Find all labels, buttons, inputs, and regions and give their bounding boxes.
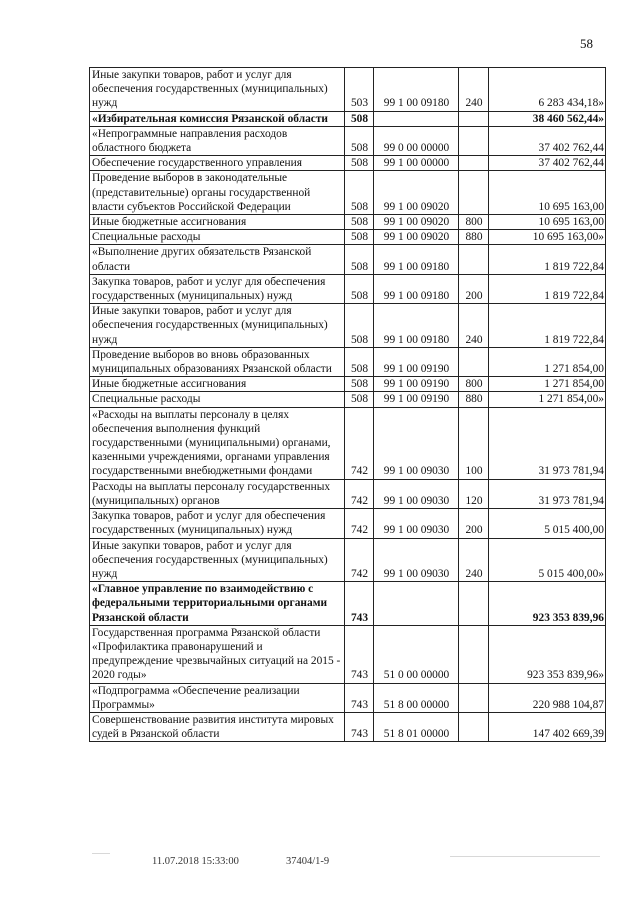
row-code-cell: 503 xyxy=(345,68,374,112)
row-expense-type-cell xyxy=(459,245,489,274)
table-row xyxy=(90,509,606,538)
row-expense-type-cell xyxy=(459,683,489,712)
row-target-article-cell: 51 0 00 00000 xyxy=(374,625,459,683)
table-row xyxy=(90,683,606,712)
row-sum-cell: 1 271 854,00» xyxy=(489,392,606,407)
row-name-cell: Иные закупки товаров, работ и услуг для обеспечения государственных (муниципальных) нужд xyxy=(90,68,345,112)
row-sum-cell: 1 271 854,00 xyxy=(489,377,606,392)
row-expense-type-cell xyxy=(459,625,489,683)
row-target-article-cell: 99 1 00 09030 xyxy=(374,509,459,538)
row-code-cell: 508 xyxy=(345,304,374,348)
row-code-cell: 742 xyxy=(345,407,374,479)
footer-datetime: 11.07.2018 15:33:00 xyxy=(152,856,239,867)
table-row xyxy=(90,582,606,626)
row-expense-type-cell: 800 xyxy=(459,377,489,392)
budget-table xyxy=(89,67,606,742)
row-target-article-cell: 99 1 00 09030 xyxy=(374,479,459,508)
row-sum-cell: 10 695 163,00 xyxy=(489,215,606,230)
row-sum-cell: 31 973 781,94 xyxy=(489,407,606,479)
row-expense-type-cell: 240 xyxy=(459,538,489,582)
row-target-article-cell: 99 1 00 09180 xyxy=(374,68,459,112)
row-expense-type-cell: 120 xyxy=(459,479,489,508)
row-code-cell: 743 xyxy=(345,582,374,626)
row-sum-cell: 220 988 104,87 xyxy=(489,683,606,712)
row-sum-cell: 38 460 562,44» xyxy=(489,111,606,126)
table-row xyxy=(90,479,606,508)
row-sum-cell: 31 973 781,94 xyxy=(489,479,606,508)
row-sum-cell: 6 283 434,18» xyxy=(489,68,606,112)
footer-doc-number: 37404/1-9 xyxy=(286,856,330,867)
row-code-cell: 508 xyxy=(345,245,374,274)
row-code-cell: 508 xyxy=(345,347,374,376)
row-expense-type-cell: 880 xyxy=(459,230,489,245)
row-target-article-cell: 99 1 00 09020 xyxy=(374,171,459,215)
row-sum-cell: 10 695 163,00» xyxy=(489,230,606,245)
row-target-article-cell: 99 1 00 09030 xyxy=(374,538,459,582)
table-row xyxy=(90,111,606,126)
row-target-article-cell: 99 0 00 00000 xyxy=(374,126,459,155)
row-expense-type-cell: 200 xyxy=(459,509,489,538)
row-target-article-cell: 99 1 00 09180 xyxy=(374,304,459,348)
row-name-cell: «Избирательная комиссия Рязанской области xyxy=(90,111,345,126)
row-code-cell: 508 xyxy=(345,274,374,303)
table-row xyxy=(90,215,606,230)
row-expense-type-cell xyxy=(459,582,489,626)
row-code-cell: 743 xyxy=(345,625,374,683)
table-row xyxy=(90,625,606,683)
row-code-cell: 742 xyxy=(345,538,374,582)
row-code-cell: 508 xyxy=(345,392,374,407)
row-name-cell: Иные закупки товаров, работ и услуг для обеспечения государственных (муниципальных) нужд xyxy=(90,538,345,582)
row-sum-cell: 1 819 722,84 xyxy=(489,245,606,274)
row-code-cell: 743 xyxy=(345,712,374,741)
row-name-cell: Иные бюджетные ассигнования xyxy=(90,377,345,392)
row-name-cell: Обеспечение государственного управления xyxy=(90,156,345,171)
row-target-article-cell xyxy=(374,582,459,626)
row-name-cell: «Расходы на выплаты персоналу в целях обеспечения выполнения функций государственными (муниципальными) органами, казенными учреждениями, органами управления государственными внебюджетными фондами xyxy=(90,407,345,479)
budget-table-body xyxy=(90,68,606,742)
table-row xyxy=(90,392,606,407)
table-row xyxy=(90,126,606,155)
row-target-article-cell: 99 1 00 09190 xyxy=(374,377,459,392)
table-row xyxy=(90,68,606,112)
row-sum-cell: 147 402 669,39 xyxy=(489,712,606,741)
row-target-article-cell: 99 1 00 09020 xyxy=(374,230,459,245)
row-expense-type-cell xyxy=(459,156,489,171)
row-expense-type-cell xyxy=(459,347,489,376)
row-sum-cell: 5 015 400,00 xyxy=(489,509,606,538)
table-row xyxy=(90,712,606,741)
row-target-article-cell: 51 8 00 00000 xyxy=(374,683,459,712)
row-name-cell: Специальные расходы xyxy=(90,230,345,245)
row-target-article-cell: 99 1 00 09030 xyxy=(374,407,459,479)
table-row xyxy=(90,377,606,392)
row-code-cell: 508 xyxy=(345,230,374,245)
table-row xyxy=(90,304,606,348)
table-row xyxy=(90,274,606,303)
row-sum-cell: 37 402 762,44 xyxy=(489,126,606,155)
row-name-cell: Проведение выборов во вновь образованных муниципальных образованиях Рязанской области xyxy=(90,347,345,376)
row-sum-cell: 10 695 163,00 xyxy=(489,171,606,215)
row-name-cell: Закупка товаров, работ и услуг для обеспечения государственных (муниципальных) нужд xyxy=(90,509,345,538)
row-sum-cell: 1 271 854,00 xyxy=(489,347,606,376)
row-target-article-cell: 99 1 00 09020 xyxy=(374,215,459,230)
table-row xyxy=(90,245,606,274)
row-target-article-cell: 99 1 00 09180 xyxy=(374,245,459,274)
row-target-article-cell xyxy=(374,111,459,126)
row-code-cell: 508 xyxy=(345,126,374,155)
row-name-cell: Иные закупки товаров, работ и услуг для обеспечения государственных (муниципальных) нужд xyxy=(90,304,345,348)
row-name-cell: Иные бюджетные ассигнования xyxy=(90,215,345,230)
table-row xyxy=(90,407,606,479)
table-row xyxy=(90,347,606,376)
row-code-cell: 742 xyxy=(345,479,374,508)
row-code-cell: 508 xyxy=(345,111,374,126)
row-sum-cell: 923 353 839,96 xyxy=(489,582,606,626)
row-target-article-cell: 99 1 00 00000 xyxy=(374,156,459,171)
table-row xyxy=(90,538,606,582)
row-name-cell: Закупка товаров, работ и услуг для обеспечения государственных (муниципальных) нужд xyxy=(90,274,345,303)
row-target-article-cell: 51 8 01 00000 xyxy=(374,712,459,741)
row-expense-type-cell: 800 xyxy=(459,215,489,230)
row-name-cell: Специальные расходы xyxy=(90,392,345,407)
row-sum-cell: 1 819 722,84 xyxy=(489,304,606,348)
row-name-cell: «Главное управление по взаимодействию с федеральными территориальными органами Рязанской области xyxy=(90,582,345,626)
row-name-cell: Совершенствование развития института мировых судей в Рязанской области xyxy=(90,712,345,741)
row-code-cell: 508 xyxy=(345,171,374,215)
row-code-cell: 743 xyxy=(345,683,374,712)
row-name-cell: «Выполнение других обязательств Рязанской области xyxy=(90,245,345,274)
row-name-cell: Проведение выборов в законодательные (представительные) органы государственной власти субъектов Российской Федерации xyxy=(90,171,345,215)
row-name-cell: Расходы на выплаты персоналу государственных (муниципальных) органов xyxy=(90,479,345,508)
row-name-cell: Государственная программа Рязанской области «Профилактика правонарушений и предупреждение чрезвычайных ситуаций на 2015 - 2020 годы» xyxy=(90,625,345,683)
table-row xyxy=(90,156,606,171)
row-code-cell: 742 xyxy=(345,509,374,538)
row-name-cell: «Подпрограмма «Обеспечение реализации Программы» xyxy=(90,683,345,712)
row-sum-cell: 1 819 722,84 xyxy=(489,274,606,303)
row-code-cell: 508 xyxy=(345,377,374,392)
row-expense-type-cell xyxy=(459,171,489,215)
row-sum-cell: 923 353 839,96» xyxy=(489,625,606,683)
row-sum-cell: 5 015 400,00» xyxy=(489,538,606,582)
row-expense-type-cell: 200 xyxy=(459,274,489,303)
row-sum-cell: 37 402 762,44 xyxy=(489,156,606,171)
row-target-article-cell: 99 1 00 09190 xyxy=(374,347,459,376)
row-target-article-cell: 99 1 00 09190 xyxy=(374,392,459,407)
row-name-cell: «Непрограммные направления расходов областного бюджета xyxy=(90,126,345,155)
row-expense-type-cell xyxy=(459,111,489,126)
row-expense-type-cell: 880 xyxy=(459,392,489,407)
scan-mark xyxy=(450,856,600,857)
row-expense-type-cell xyxy=(459,126,489,155)
scan-mark xyxy=(92,853,110,854)
row-code-cell: 508 xyxy=(345,215,374,230)
row-target-article-cell: 99 1 00 09180 xyxy=(374,274,459,303)
table-row xyxy=(90,171,606,215)
row-code-cell: 508 xyxy=(345,156,374,171)
row-expense-type-cell: 100 xyxy=(459,407,489,479)
page-number: 58 xyxy=(580,36,593,51)
row-expense-type-cell xyxy=(459,712,489,741)
row-expense-type-cell: 240 xyxy=(459,304,489,348)
table-row xyxy=(90,230,606,245)
row-expense-type-cell: 240 xyxy=(459,68,489,112)
